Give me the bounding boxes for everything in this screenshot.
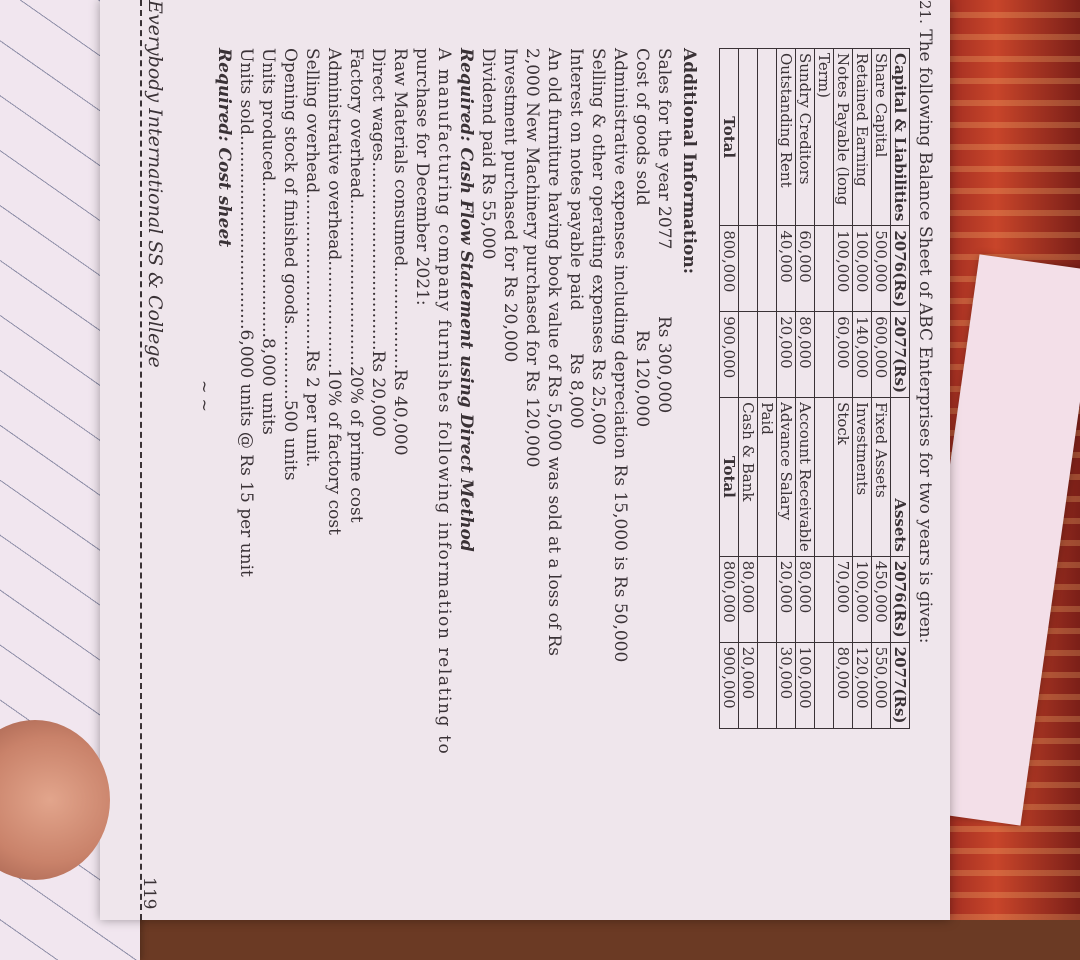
info-line: 2,000 New Machinery purchased for Rs 120,000: [522, 48, 542, 468]
info-line: An old furniture having book value of Rs 5,000 was sold at a loss of Rs: [544, 48, 564, 657]
table-cell: 800,000: [720, 226, 739, 312]
table-header: Assets: [891, 398, 910, 557]
table-cell: 30,000: [777, 642, 796, 728]
cost-item-dots: ....................: [324, 260, 344, 369]
cost-item-dots: ...................................: [368, 161, 388, 351]
cost-item: [323, 48, 345, 535]
balance-sheet-table: [719, 48, 910, 729]
table-cell: 120,000: [853, 642, 872, 728]
table-row: [758, 49, 777, 729]
table-cell: Sundry Creditors: [796, 49, 815, 226]
table-cell: 450,000: [872, 556, 891, 642]
cost-item-value: Rs 20,000: [368, 350, 388, 437]
table-cell: 900,000: [720, 312, 739, 398]
cost-item-dots: ..............: [280, 324, 300, 400]
table-cell: 70,000: [834, 556, 853, 642]
table-cell: 100,000: [834, 226, 853, 312]
table-total-row: [720, 49, 739, 729]
cost-item-dots: ....................................: [236, 134, 256, 330]
footer-divider: [140, 0, 142, 920]
info-line: [631, 48, 653, 428]
table-cell: Share Capital: [872, 49, 891, 226]
table-cell: [758, 226, 777, 312]
info-label: Sales for the year 2077: [654, 48, 674, 250]
table-cell: [815, 226, 834, 312]
table-cell: Outstanding Rent: [777, 49, 796, 226]
cost-item-label: Raw Materials consumed: [390, 48, 410, 267]
question2-intro-line: [433, 48, 455, 755]
table-cell: Stock: [834, 398, 853, 557]
table-cell: 60,000: [796, 226, 815, 312]
cost-item: [257, 48, 279, 435]
table-cell: [739, 226, 758, 312]
table-cell: 800,000: [720, 556, 739, 642]
table-cell: Account Receivable: [796, 398, 815, 557]
cost-item-dots: .............................: [302, 193, 322, 351]
cost-item-label: Selling overhead: [302, 48, 322, 194]
cost-item-value: 10% of factory cost: [324, 368, 344, 535]
table-cell: [815, 642, 834, 728]
info-value: Rs 120,000: [632, 330, 652, 428]
cost-item: [345, 48, 367, 523]
table-cell: [815, 556, 834, 642]
table-cell: 600,000: [872, 312, 891, 398]
table-row: [872, 49, 891, 729]
table-cell: 900,000: [720, 642, 739, 728]
required-line: Required: Cost sheet: [214, 48, 234, 248]
table-cell: Total: [720, 49, 739, 226]
table-cell: 60,000: [834, 312, 853, 398]
question-intro-line: [914, 0, 936, 643]
ornament-icon: ~ ~: [195, 380, 214, 412]
table-cell: [815, 312, 834, 398]
table-header: 2076(Rs): [891, 226, 910, 312]
info-line: Investment purchased for Rs 20,000: [500, 48, 520, 363]
table-cell: Total: [720, 398, 739, 557]
table-row: [796, 49, 815, 729]
info-line: Dividend paid Rs 55,000: [478, 48, 498, 260]
table-cell: 140,000: [853, 312, 872, 398]
info-line: [587, 48, 609, 445]
cost-item: [389, 48, 411, 456]
info-label: Cost of goods sold: [632, 48, 652, 206]
cost-item-dots: .............................: [258, 181, 278, 338]
cost-item-value: 8,000 units: [258, 337, 278, 435]
info-line: [653, 48, 675, 414]
info-line: Administrative expenses including depreciation Rs 15,000 is Rs 50,000: [610, 48, 630, 663]
info-label: Selling & other operating expenses: [588, 48, 608, 354]
cost-item-label: Direct wages: [368, 48, 388, 162]
cost-item-value: Rs 2 per unit.: [302, 350, 322, 468]
cost-item-value: 6,000 units @ Rs 15 per unit: [236, 329, 256, 577]
cost-item-value: Rs 40,000: [390, 369, 410, 456]
cost-item: [367, 48, 389, 437]
table-cell: Fixed Assets: [872, 398, 891, 557]
table-cell: [758, 556, 777, 642]
table-cell: 40,000: [777, 226, 796, 312]
question2-intro: A manufacturing company furnishes following information relating to: [434, 48, 454, 756]
cost-item: [235, 48, 257, 577]
table-cell: 550,000: [872, 642, 891, 728]
table-cell: [758, 312, 777, 398]
cost-item-label: Factory overhead: [346, 48, 366, 199]
table-cell: 20,000: [777, 556, 796, 642]
cost-item-value: 500 units: [280, 399, 300, 481]
textbook-page: [100, 0, 950, 920]
info-label: Interest on notes payable paid: [566, 48, 586, 311]
table-cell: 100,000: [796, 642, 815, 728]
table-cell: Investments: [853, 398, 872, 557]
table-header: 2076(Rs): [891, 556, 910, 642]
table-cell: 100,000: [853, 556, 872, 642]
table-cell: 80,000: [796, 312, 815, 398]
question-intro: The following Balance Sheet of ABC Enterprises for two years is given:: [915, 29, 935, 644]
table-row: [739, 49, 758, 729]
cost-item-dots: ...................: [390, 266, 410, 370]
table-cell: 20,000: [777, 312, 796, 398]
table-row: [815, 49, 834, 729]
table-cell: Paid: [758, 398, 777, 557]
cost-item: [301, 48, 323, 467]
table-header-row: [891, 49, 910, 729]
table-cell: Notes Payable (long: [834, 49, 853, 226]
cost-item-value: 20% of prime cost: [346, 366, 366, 523]
cost-item: [279, 48, 301, 481]
cost-item-label: Opening stock of finished goods: [280, 48, 300, 325]
cost-item-label: Units sold: [236, 48, 256, 135]
table-row: [853, 49, 872, 729]
cost-item-label: Units produced: [258, 48, 278, 182]
table-cell: 500,000: [872, 226, 891, 312]
question-number: 21.: [916, 0, 934, 24]
table-cell: 80,000: [834, 642, 853, 728]
info-value: Rs 300,000: [654, 316, 674, 414]
table-row: [777, 49, 796, 729]
cost-item-dots: ...............................: [346, 198, 366, 367]
publisher-footer: Everybody International SS & College: [144, 0, 166, 368]
table-header: Capital & Liabilities: [891, 49, 910, 226]
table-row: [834, 49, 853, 729]
info-line: [565, 48, 587, 429]
info-value: Rs 25,000: [588, 358, 608, 446]
page-content: [100, 0, 950, 920]
table-cell: Term): [815, 49, 834, 226]
table-cell: 80,000: [739, 556, 758, 642]
table-cell: 20,000: [739, 642, 758, 728]
table-cell: [815, 398, 834, 557]
table-cell: Advance Salary: [777, 398, 796, 557]
table-cell: Cash & Bank: [739, 398, 758, 557]
table-cell: Retained Earning: [853, 49, 872, 226]
table-cell: [758, 49, 777, 226]
table-cell: [739, 312, 758, 398]
table-header: 2077(Rs): [891, 642, 910, 728]
cost-item-label: Administrative overhead: [324, 48, 344, 261]
table-cell: [758, 642, 777, 728]
page-number: 119: [139, 877, 159, 910]
additional-info-heading: Additional Information:: [679, 48, 699, 275]
table-cell: 100,000: [853, 226, 872, 312]
table-cell: 80,000: [796, 556, 815, 642]
question2-intro-line: purchase for December 2021:: [412, 48, 432, 306]
info-value: Rs 8,000: [566, 353, 586, 429]
table-cell: [739, 49, 758, 226]
required-line: Required: Cash Flow Statement using Direct Method: [456, 48, 476, 552]
table-header: 2077(Rs): [891, 312, 910, 398]
